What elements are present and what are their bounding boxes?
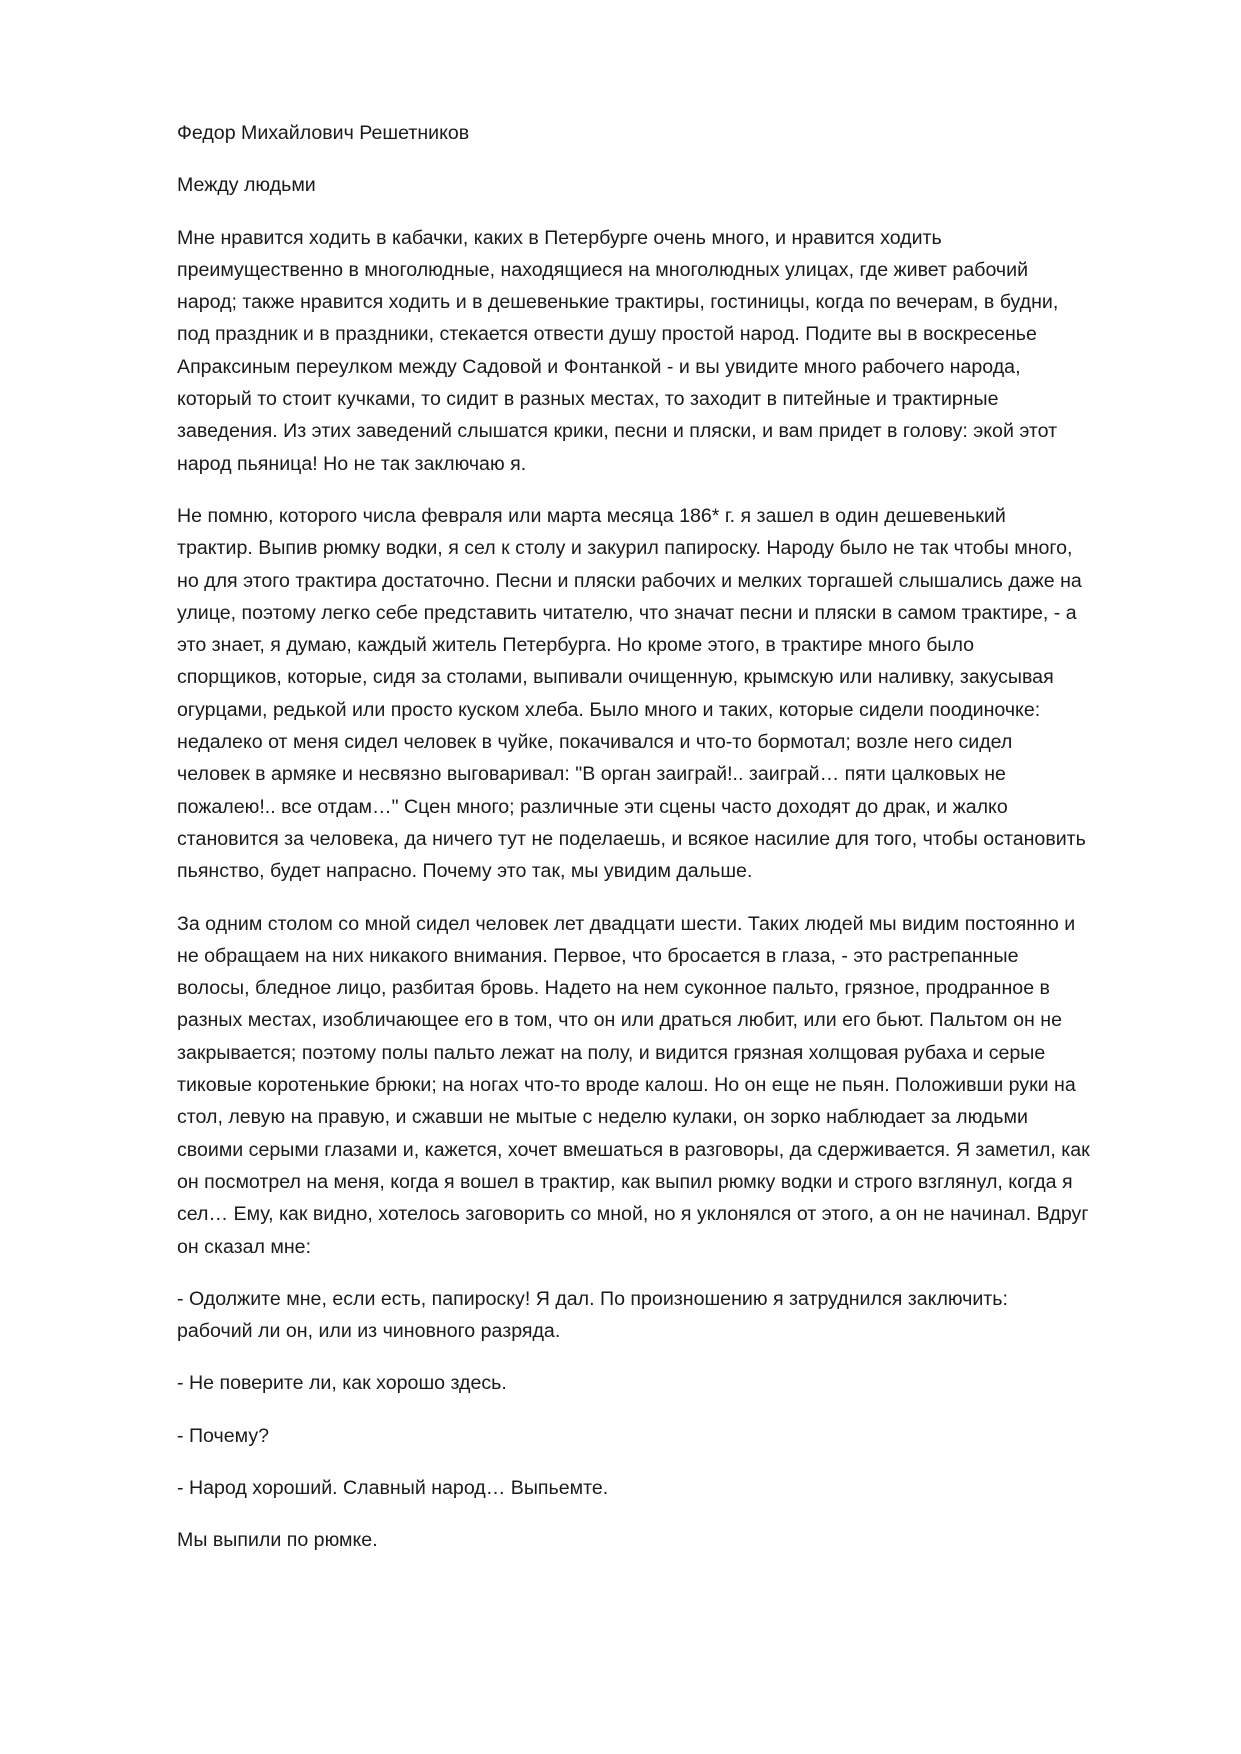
document-body: [177, 117, 1157, 1577]
paragraph: Мы выпили по рюмке.: [177, 1529, 378, 1552]
paragraph: Мне нравится ходить в кабачки, каких в Петербурге очень много, и нравится ходить преимущественно в многолюдные, находящиеся на многолюдных улицах, где живет рабочий народ; также нравится ходить и в дешевенькие трактиры, гостиницы, когда по вечерам, в будни, под праздник и в праздники, стекается отвести душу простой народ. Подите вы в воскресенье Апраксиным переулком между Садовой и Фонтанкой - и вы увидите много рабочего народа, который то стоит кучками, то сидит в разных местах, то заходит в питейные и трактирные заведения. Из этих заведений слышатся крики, песни и пляски, и вам придет в голову: экой этот народ пьяница! Но не так заключаю я.: [177, 226, 1059, 475]
dialogue-line: - Не поверите ли, как хорошо здесь.: [177, 1372, 507, 1395]
author-name: Федор Михайлович Решетников: [177, 122, 470, 144]
dialogue-line: - Почему?: [177, 1424, 270, 1447]
dialogue-line: - Народ хороший. Славный народ… Выпьемте.: [177, 1476, 609, 1499]
paragraph: За одним столом со мной сидел человек лет двадцати шести. Таких людей мы видим постоянно и не обращаем на них никакого внимания. Первое, что бросается в глаза, - это растрепанные волосы, бледное лицо, разбитая бровь. Надето на нем суконное пальто, грязное, продранное в разных местах, изобличающее его в том, что он или драться любит, или его бьют. Пальтом он не закрывается; поэтому полы пальто лежат на полу, и видится грязная холщовая рубаха и серые тиковые коротенькие брюки; на ногах что-то вроде калош. Но он еще не пьян. Положивши руки на стол, левую на правую, и сжавши не мытые с неделю кулаки, он зорко наблюдает за людьми своими серыми глазами и, кажется, хочет вмешаться в разговоры, да сдерживается. Я заметил, как он посмотрел на меня, когда я вошел в трактир, как выпил рюмку водки и строго взглянул, когда я сел… Ему, как видно, хотелось заговорить со мной, но я уклонялся от этого, а он не начинал. Вдруг он сказал мне:: [177, 912, 1090, 1258]
dialogue-line: - Одолжите мне, если есть, папироску! Я дал. По произношению я затруднился заключить: рабочий ли он, или из чиновного разряда.: [177, 1287, 1008, 1343]
story-title: Между людьми: [177, 174, 316, 197]
paragraph: Не помню, которого числа февраля или марта месяца 186* г. я зашел в один дешевенький трактир. Выпив рюмку водки, я сел к столу и закурил папироску. Народу было не так чтобы много, но для этого трактира достаточно. Песни и пляски рабочих и мелких торгашей слышались даже на улице, поэтому легко себе представить читателю, что значат песни и пляски в самом трактире, - а это знает, я думаю, каждый житель Петербурга. Но кроме этого, в трактире много было спорщиков, которые, сидя за столами, выпивали очищенную, крымскую или наливку, закусывая огурцами, редькой или просто куском хлеба. Было много и таких, которые сидели поодиночке: недалеко от меня сидел человек в чуйке, покачивался и что-то бормотал; возле него сидел человек в армяке и несвязно выговаривал: "В орган заиграй!.. заиграй… пяти цалковых не пожалею!.. все отдам…" Сцен много; различные эти сцены часто доходят до драк, и жалко становится за человека, да ничего тут не поделаешь, и всякое насилие для того, чтобы остановить пьянство, будет напрасно. Почему это так, мы увидим дальше.: [177, 504, 1086, 883]
